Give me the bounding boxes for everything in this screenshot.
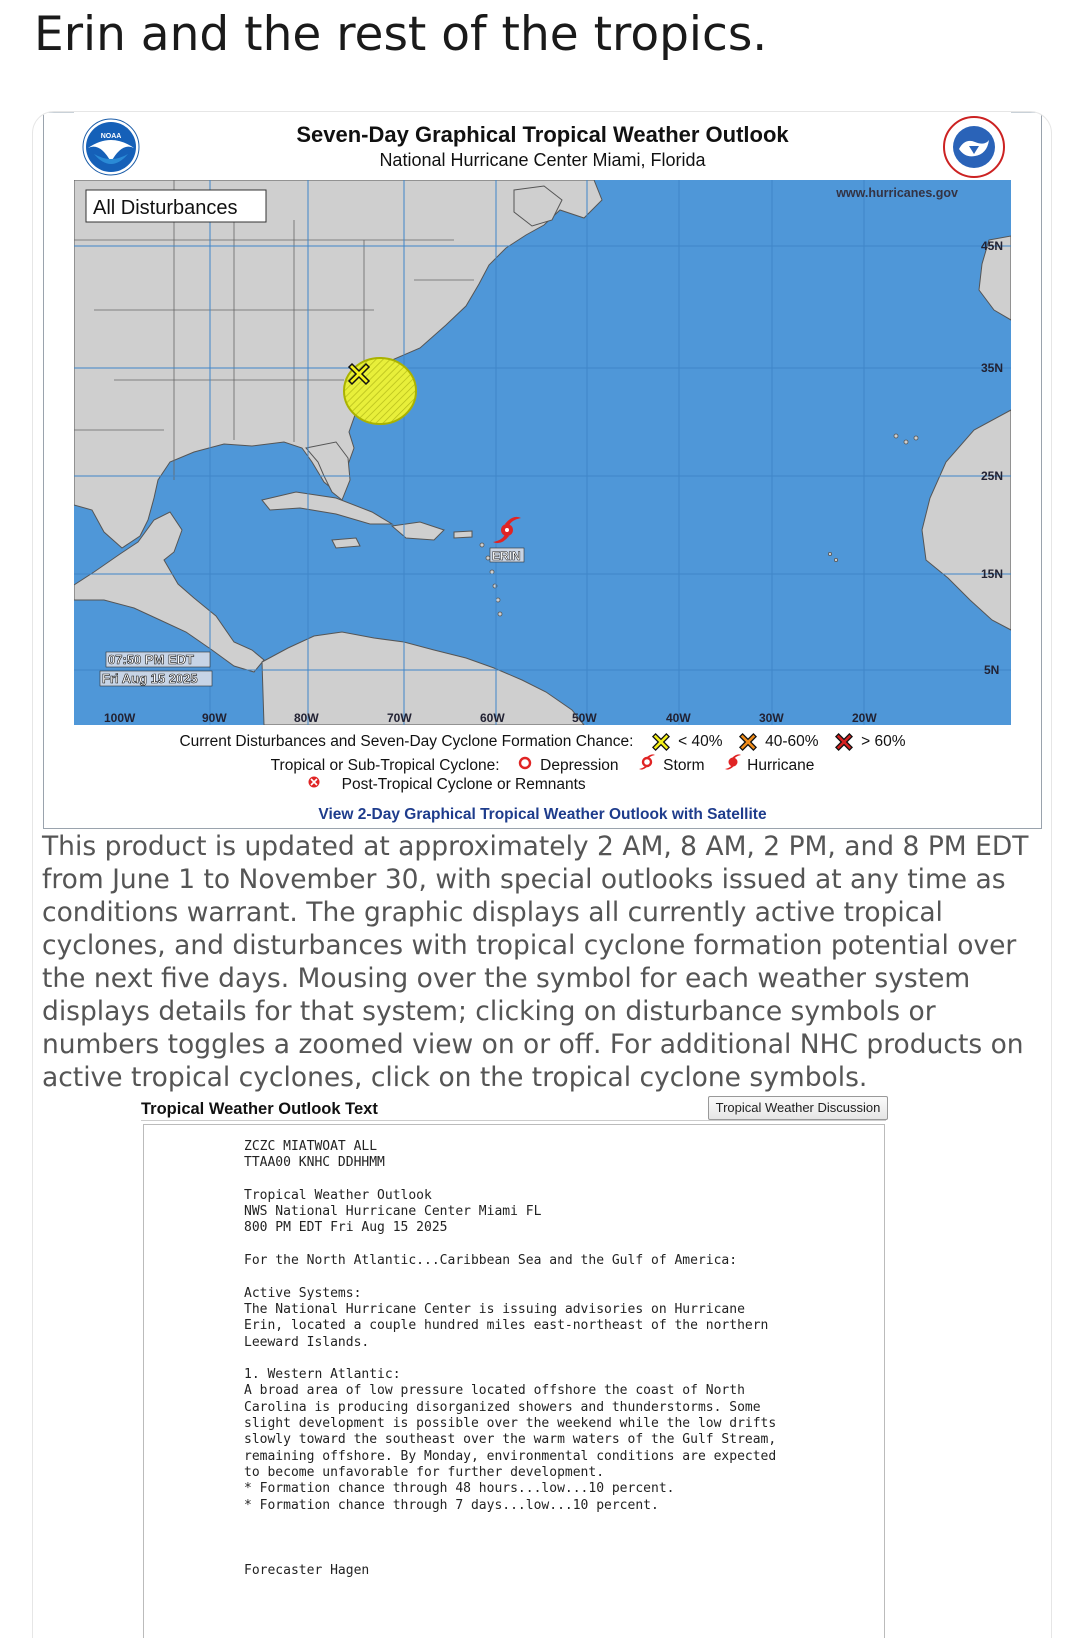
graphic-title: Seven-Day Graphical Tropical Weather Outlook	[296, 122, 789, 147]
two-text-box[interactable]	[143, 1124, 885, 1638]
embedded-webpage-screenshot	[32, 111, 1052, 1638]
legend-post-tropical: Post-Tropical Cyclone or Remnants	[341, 775, 586, 793]
lon-label-30w: 30W	[759, 711, 784, 725]
legend-medium: 40-60%	[765, 733, 819, 750]
lon-label-60w: 60W	[480, 711, 505, 725]
legend-medium-x-icon	[739, 733, 757, 751]
legend-high-x-icon	[835, 733, 853, 751]
legend-storm: Storm	[663, 756, 705, 774]
lat-label-5n: 5N	[984, 663, 1000, 677]
legend-post-tropical-icon	[307, 775, 321, 789]
date-label: Fri Aug 15 2025	[102, 671, 198, 686]
tropical-outlook-map[interactable]	[74, 180, 1011, 725]
noaa-logo-text: NOAA	[100, 133, 122, 140]
outlook-graphic-frame	[43, 112, 1042, 829]
tab-all-disturbances[interactable]: All Disturbances	[93, 197, 238, 219]
legend-storm-icon	[639, 754, 655, 770]
lon-label-20w: 20W	[852, 711, 877, 725]
nws-logo[interactable]	[943, 116, 1005, 178]
jamaica	[332, 538, 360, 548]
graphic-banner	[74, 112, 1011, 180]
graphic-subtitle: National Hurricane Center Miami, Florida	[379, 150, 706, 170]
legend-low-x-icon	[652, 733, 670, 751]
storm-name-label[interactable]: ERIN	[492, 549, 521, 563]
two-section-title: Tropical Weather Outlook Text	[141, 1100, 378, 1118]
legend-depression-icon	[518, 756, 532, 770]
lat-label-45n: 45N	[981, 239, 1004, 253]
tropical-weather-discussion-button[interactable]: Tropical Weather Discussion	[708, 1096, 888, 1120]
legend-formation-label: Current Disturbances and Seven-Day Cyclone Formation Chance:	[179, 733, 634, 750]
lon-label-70w: 70W	[387, 711, 412, 725]
satellite-outlook-link[interactable]: View 2-Day Graphical Tropical Weather Outlook with Satellite	[318, 806, 767, 823]
lon-label-40w: 40W	[666, 711, 691, 725]
legend-depression: Depression	[540, 756, 619, 774]
post-text: Erin and the rest of the tropics.	[34, 7, 768, 62]
legend-high: > 60%	[861, 733, 906, 750]
legend-cyclone-label: Tropical or Sub-Tropical Cyclone:	[270, 756, 500, 774]
two-text-content: ZCZC MIATWOAT ALL TTAA00 KNHC DDHHMM Tropical Weather Outlook NWS National Hurricane Center Miami FL 800 PM EDT Fri Aug 15 2025 For the North Atlantic...Caribbean Sea and the Gulf of America: Active Systems: The National Hurricane Center is issuing advisories on Hurricane Erin, located a couple hundred miles east-northeast of the northern Leeward Islands. 1. Western Atlantic: A broad area of low pressure located offshore the coast of North Carolina is producing disorganized showers and thunderstorms. Some slight development is possible over the weekend while the low drifts slowly toward the southeast over the warm waters of the Gulf Stream, remaining offshore. By Monday, environmental conditions are expected to become unfavorable for further development. * Formation chance through 48 hours...low...10 percent. * Formation chance through 7 days...low...10 percent. Forecaster Hagen	[244, 1139, 777, 1578]
lat-label-25n: 25N	[981, 469, 1004, 483]
website-label[interactable]: www.hurricanes.gov	[836, 186, 958, 200]
section-divider	[141, 1120, 886, 1121]
lon-label-100w: 100W	[104, 711, 136, 725]
lat-label-35n: 35N	[981, 361, 1004, 375]
lon-label-90w: 90W	[202, 711, 227, 725]
lon-label-50w: 50W	[572, 711, 597, 725]
time-label: 07:50 PM EDT	[108, 652, 194, 667]
legend-low: < 40%	[678, 733, 723, 750]
legend-hurricane: Hurricane	[747, 756, 815, 774]
product-description: This product is updated at approximately 2 AM, 8 AM, 2 PM, and 8 PM EDT from June 1 to November 30, with special outlooks issued at any time as conditions warrant. The graphic displays all currently active tropical cyclones, and disturbances with tropical cyclone formation potential over the next five days. Mousing over the symbol for each weather system displays details for that system; clicking on disturbance symbols or numbers toggles a zoomed view on or off. For additional NHC products on active tropical cyclones, click on the tropical cyclone symbols.	[42, 831, 1029, 1093]
lat-label-15n: 15N	[981, 567, 1004, 581]
lon-label-80w: 80W	[294, 711, 319, 725]
map-legend	[74, 725, 1011, 809]
puerto-rico	[454, 531, 472, 538]
legend-hurricane-icon	[725, 754, 741, 770]
